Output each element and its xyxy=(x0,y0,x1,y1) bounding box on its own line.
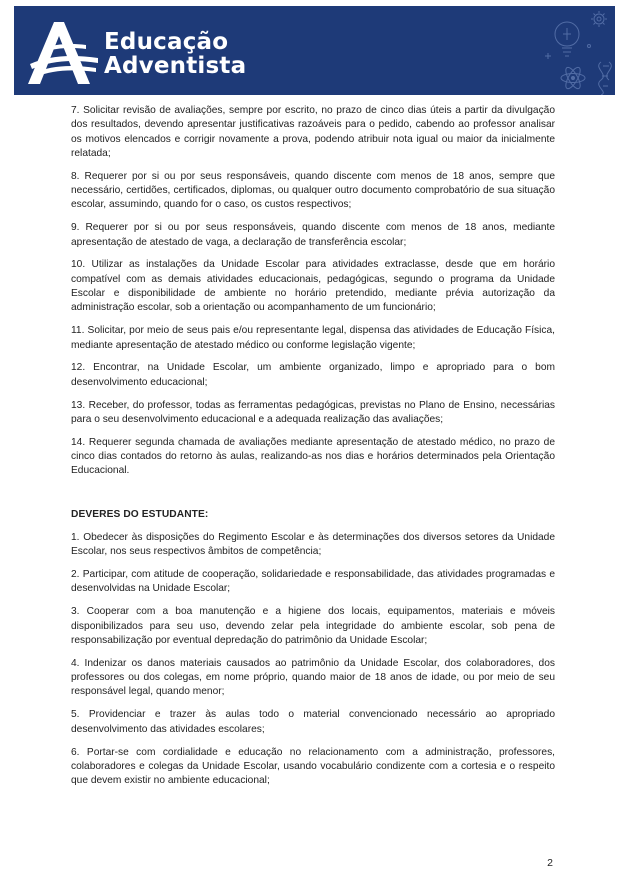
right-item-8: 8. Requerer por si ou por seus responsáveis, quando discente com menos de 18 anos, sempre que necessário, certidões, certificados, diplomas, ou qualquer outro documento comprobatório de sua situação escolar, assumindo, quando for o caso, os custos respectivos; xyxy=(71,170,555,211)
page-number: 2 xyxy=(547,857,553,869)
duty-item-1: 1. Obedecer às disposições do Regimento Escolar e às determinações dos diversos setores da Unidade Escolar, nos seus respectivos âmbitos de competência; xyxy=(71,531,555,558)
plus-sign xyxy=(545,53,551,59)
right-item-10: 10. Utilizar as instalações da Unidade Escolar para atividades extraclasse, desde que em horário compatível com as demais atividades educacionais, pedagógicas, segundo o programa da Unidade Escolar e disponibilidade de ambiente no horário pretendido, mediante prévia autorização da administração escolar, sob a orientação ou acompanhamento de um funcionário; xyxy=(71,259,555,314)
document-body xyxy=(71,104,555,797)
duty-item-4: 4. Indenizar os danos materiais causados ao patrimônio da Unidade Escolar, dos colaboradores, dos professores ou dos colegas, em nome próprio, quando maior de 18 anos de idade, ou por meio de seu responsável legal, quando menor; xyxy=(71,657,555,698)
right-item-11: 11. Solicitar, por meio de seus pais e/ou representante legal, dispensa das atividades de Educação Física, mediante apresentação de atestado médico ou conforme legislação vigente; xyxy=(71,325,555,351)
right-item-7: 7. Solicitar revisão de avaliações, sempre por escrito, no prazo de cinco dias úteis a partir da divulgação dos resultados, devendo apresentar justificativas razoáveis para o pedido, cabendo ao professor analisar os motivos elencados e corrigir novamente a prova, podendo atribuir nota igual ou maior da inicialmente relatada; xyxy=(71,105,555,159)
right-item-13: 13. Receber, do professor, todas as ferramentas pedagógicas, previstas no Plano de Ensino, necessárias para o seu desenvolvimento educacional e a adequada realização das avaliações; xyxy=(71,399,555,425)
atom-icon xyxy=(561,65,585,90)
adventist-flame-a-logo-icon xyxy=(26,18,100,86)
brand-name xyxy=(104,30,246,78)
brand-line-1: Educação xyxy=(104,29,229,55)
brand-line-2: Adventista xyxy=(104,53,247,79)
duty-item-3: 3. Cooperar com a boa manutenção e a higiene dos locais, equipamentos, materiais e móveis disponibilizados para seu uso, devendo zelar pela integridade do ambiente escolar, sob pena de responsabilização por eventual depredação do patrimônio da Unidade Escolar; xyxy=(71,606,555,646)
right-item-12: 12. Encontrar, na Unidade Escolar, um ambiente organizado, limpo e apropriado para o bom desenvolvimento educacional; xyxy=(71,362,555,388)
lightbulb-icon xyxy=(555,22,579,56)
duty-item-5: 5. Providenciar e trazer às aulas todo o material convencionado necessário ao apropriado desenvolvimento das atividades escolares; xyxy=(71,709,555,735)
right-item-14: 14. Requerer segunda chamada de avaliações mediante apresentação de atestado médico, no prazo de cinco dias contados do retorno às aulas, realizando-as nos dias e horários determinados pela Orientação Educacional. xyxy=(71,436,555,477)
right-item-9: 9. Requerer por si ou por seus responsáveis, quando discente com menos de 18 anos, mediante apresentação de atestado de vaga, a declaração de transferência escolar; xyxy=(71,222,555,248)
science-decoration-icons xyxy=(505,6,615,95)
gear-icon xyxy=(591,11,607,27)
duty-item-2: 2. Participar, com atitude de cooperação, solidariedade e responsabilidade, das atividades programadas e desenvolvidas na Unidade Escolar; xyxy=(71,569,555,595)
dna-icon xyxy=(599,62,612,95)
header-banner xyxy=(14,6,615,95)
duty-item-6: 6. Portar-se com cordialidade e educação no relacionamento com a administração, professores, colaboradores e colegas da Unidade Escolar, usando vocabulário condizente com a cortesia e o respeito que devem existir no ambiente educacional; xyxy=(71,746,555,787)
duties-section-title: DEVERES DO ESTUDANTE: xyxy=(71,508,209,520)
